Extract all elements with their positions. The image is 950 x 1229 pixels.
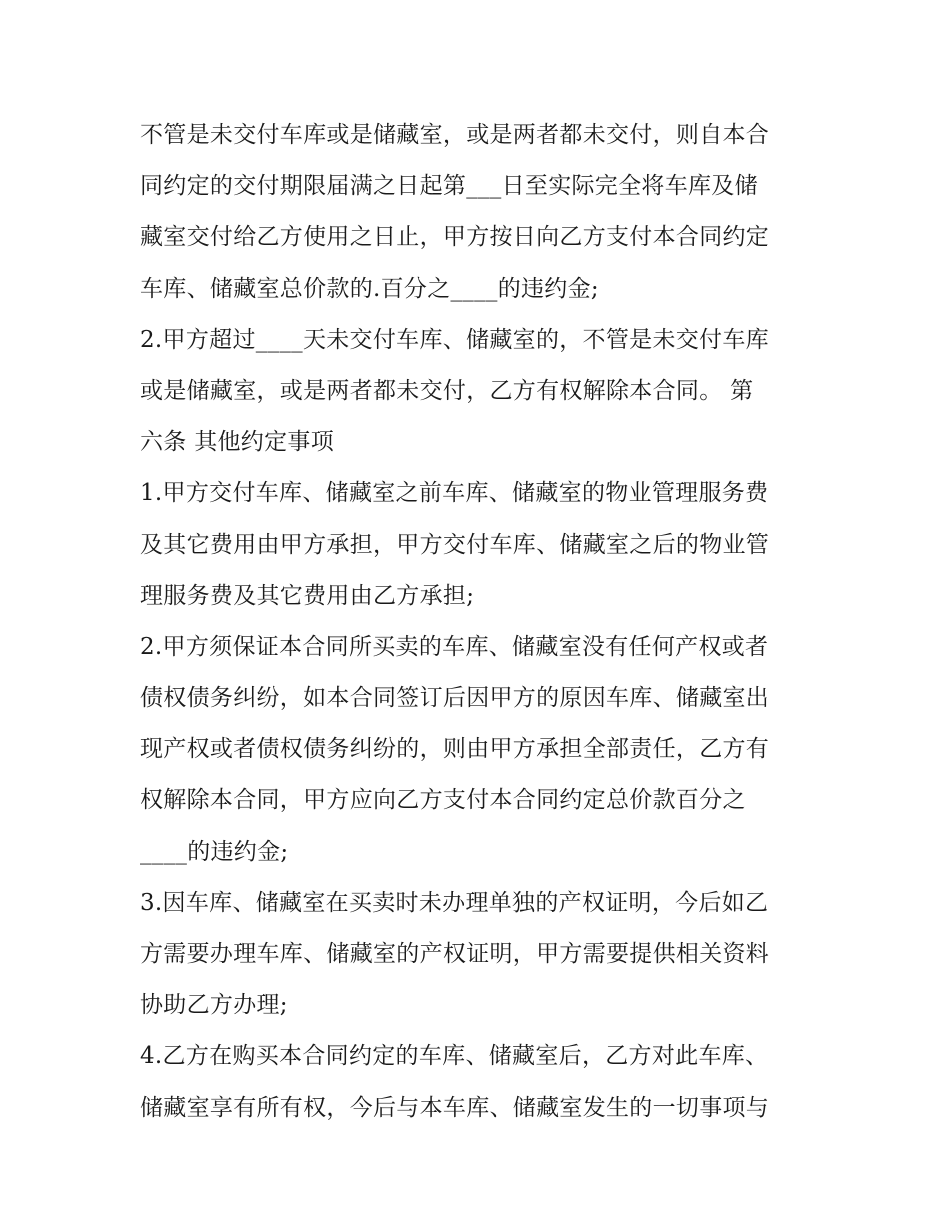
text-line: 2.甲方须保证本合同所买卖的车库、储藏室没有任何产权或者 bbox=[140, 633, 769, 660]
text-line: 及其它费用由甲方承担，甲方交付车库、储藏室之后的物业管 bbox=[140, 531, 770, 558]
text-line: 或是储藏室，或是两者都未交付，乙方有权解除本合同。 第 bbox=[140, 377, 754, 404]
text-line: 协助乙方办理; bbox=[140, 992, 288, 1019]
text-line: 同约定的交付期限届满之日起第___日至实际完全将车库及储 bbox=[140, 173, 758, 200]
text-line: 储藏室享有所有权，今后与本车库、储藏室发生的一切事项与 bbox=[140, 1094, 770, 1121]
text-line: 车库、储藏室总价款的.百分之____的违约金; bbox=[140, 275, 599, 302]
text-line: 4.乙方在购买本合同约定的车库、储藏室后，乙方对此车库、 bbox=[140, 1043, 769, 1070]
text-line: 3.因车库、储藏室在买卖时未办理单独的产权证明，今后如乙 bbox=[140, 889, 769, 916]
text-line: 2.甲方超过____天未交付车库、储藏室的，不管是未交付车库 bbox=[140, 326, 769, 353]
text-line: ____的违约金; bbox=[140, 838, 289, 865]
contract-text bbox=[140, 110, 820, 1134]
text-line: 1.甲方交付车库、储藏室之前车库、储藏室的物业管理服务费 bbox=[140, 480, 769, 507]
text-line: 债权债务纠纷，如本合同签订后因甲方的原因车库、储藏室出 bbox=[140, 685, 770, 712]
section-heading: 六条 其他约定事项 bbox=[140, 429, 335, 456]
text-line: 理服务费及其它费用由乙方承担; bbox=[140, 582, 475, 609]
text-line: 方需要办理车库、储藏室的产权证明，甲方需要提供相关资料 bbox=[140, 941, 770, 967]
text-line: 藏室交付给乙方使用之日止，甲方按日向乙方支付本合同约定 bbox=[140, 224, 770, 251]
text-line: 权解除本合同，甲方应向乙方支付本合同约定总价款百分之 bbox=[140, 787, 746, 814]
text-line: 现产权或者债权债务纠纷的，则由甲方承担全部责任，乙方有 bbox=[140, 736, 770, 763]
text-line: 不管是未交付车库或是储藏室，或是两者都未交付，则自本合 bbox=[140, 122, 770, 148]
